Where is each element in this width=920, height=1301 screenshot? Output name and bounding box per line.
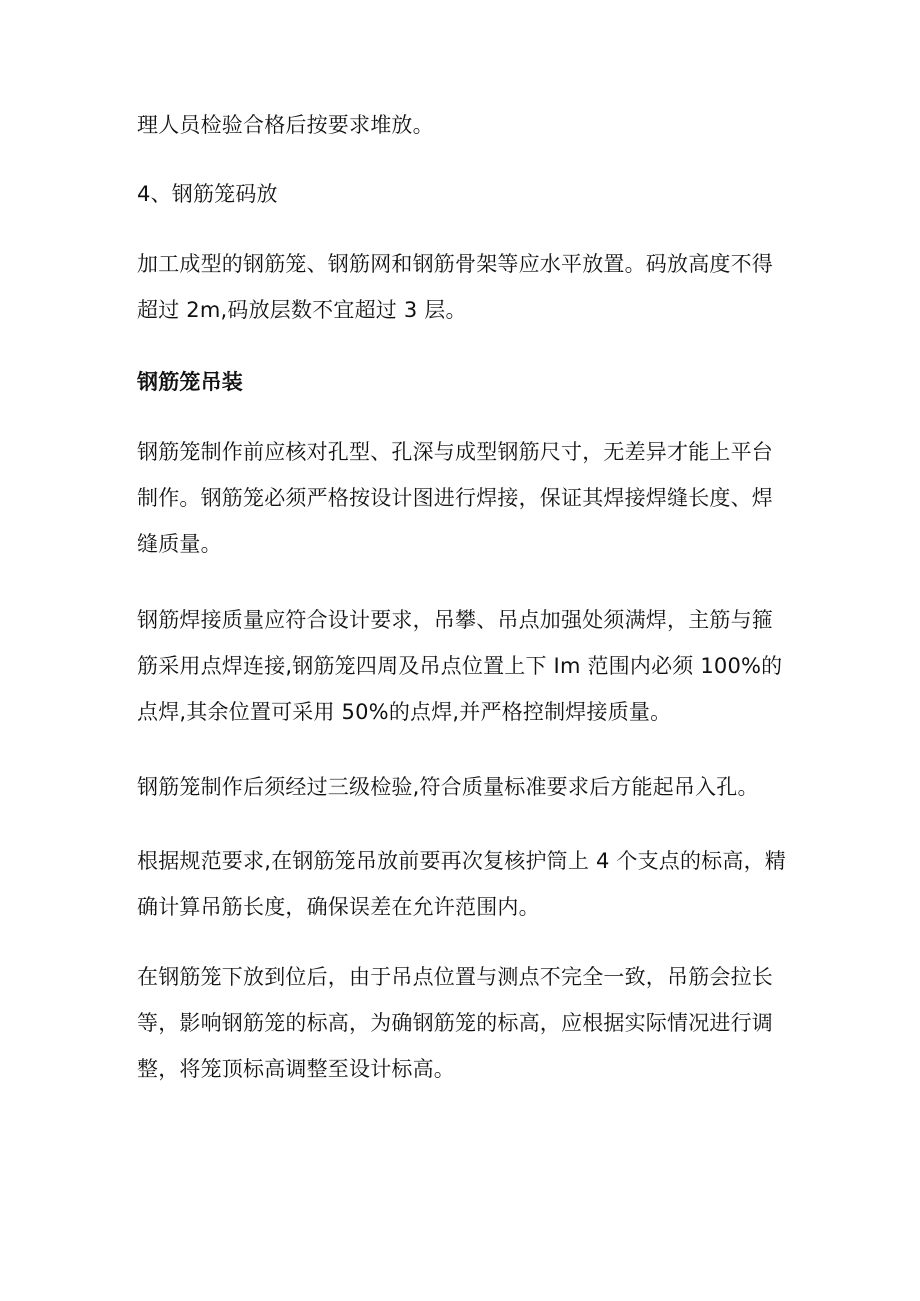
text-line: 在钢筋笼下放到位后，由于吊点位置与测点不完全一致，吊筋会拉长 xyxy=(137,965,773,989)
heading-text: 钢筋笼吊装 xyxy=(137,370,243,394)
paragraph-cage-fabrication xyxy=(137,429,787,567)
text-line: 加工成型的钢筋笼、钢筋网和钢筋骨架等应水平放置。码放高度不得 xyxy=(137,252,773,276)
text-line: 理人员检验合格后按要求堆放。 xyxy=(137,113,434,137)
text-line: 筋采用点焊连接,钢筋笼四周及吊点位置上下 Im 范围内必须 100%的 xyxy=(137,654,783,678)
text-line: 钢筋焊接质量应符合设计要求，吊攀、吊点加强处须满焊，主筋与箍 xyxy=(137,608,773,632)
section-heading xyxy=(137,359,787,405)
paragraph-elevation-check xyxy=(137,838,787,930)
text-line: 缝质量。 xyxy=(137,532,222,556)
text-line: 4、钢筋笼码放 xyxy=(137,182,278,206)
paragraph-storage-inspection xyxy=(137,102,787,148)
text-line: 点焊,其余位置可采用 50%的点焊,并严格控制焊接质量。 xyxy=(137,700,672,724)
text-line: 根据规范要求,在钢筋笼吊放前要再次复核护筒上 4 个支点的标高，精 xyxy=(137,849,786,873)
text-line: 等，影响钢筋笼的标高，为确钢筋笼的标高，应根据实际情况进行调 xyxy=(137,1011,773,1035)
text-line: 钢筋笼制作后须经过三级检验,符合质量标准要求后方能起吊入孔。 xyxy=(137,775,759,799)
text-line: 钢筋笼制作前应核对孔型、孔深与成型钢筋尺寸，无差异才能上平台 xyxy=(137,440,773,464)
text-line: 确计算吊筋长度，确保误差在允许范围内。 xyxy=(137,895,540,919)
text-line: 制作。钢筋笼必须严格按设计图进行焊接，保证其焊接焊缝长度、焊 xyxy=(137,486,773,510)
text-line: 整，将笼顶标高调整至设计标高。 xyxy=(137,1057,455,1081)
paragraph-cage-stacking-title xyxy=(137,171,787,217)
paragraph-welding-quality xyxy=(137,597,787,735)
paragraph-three-level-inspection xyxy=(137,764,787,810)
paragraph-elevation-adjustment xyxy=(137,954,787,1092)
text-line: 超过 2m,码放层数不宜超过 3 层。 xyxy=(137,298,467,322)
paragraph-stacking-rules xyxy=(137,241,787,333)
